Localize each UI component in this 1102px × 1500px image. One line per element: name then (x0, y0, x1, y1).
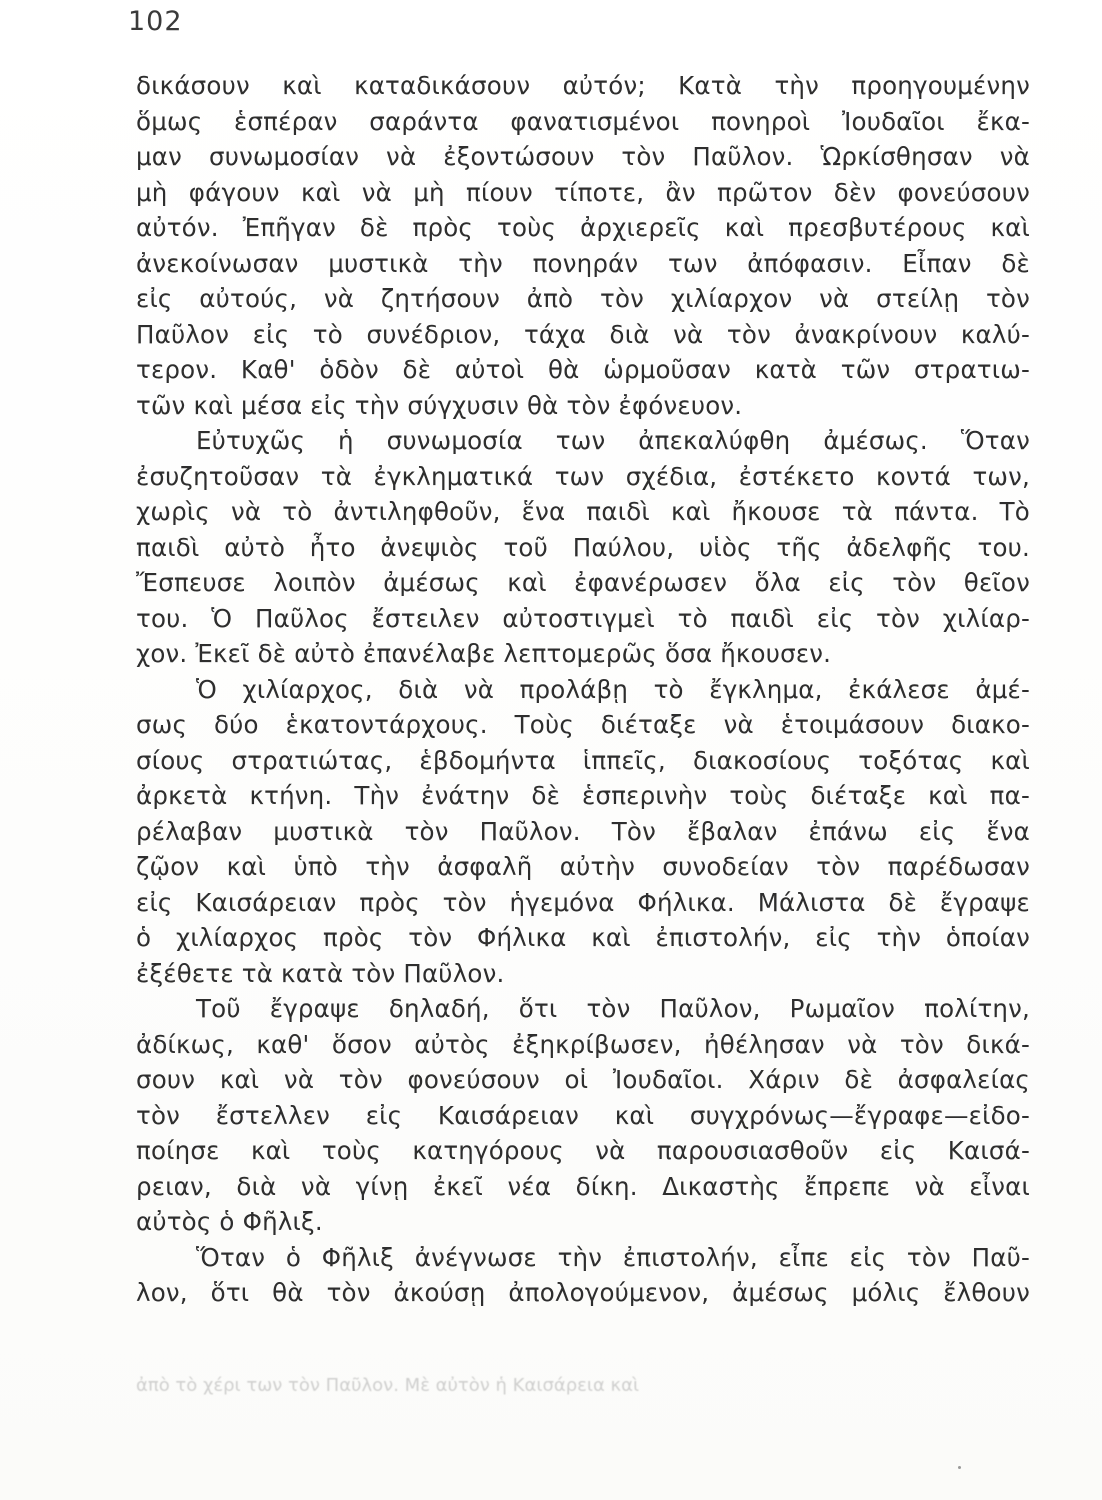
paragraph-first-line: Εὐτυχῶς ἡ συνωμοσία των ἀπεκαλύφθη ἀμέσως. Ὅταν (196, 426, 1030, 455)
paragraph-first-line: Τοῦ ἔγραψε δηλαδή, ὅτι τὸν Παῦλον, Ρωμαῖον πολίτην, (196, 994, 1030, 1023)
text-line: Παῦλον εἰς τὸ συνέδριον, τάχα διὰ νὰ τὸν ἀνακρίνουν καλύ- (136, 319, 1030, 349)
text-line: ὅμως ἑσπέραν σαράντα φανατισμένοι πονηροὶ Ἰουδαῖοι ἔκα- (136, 106, 1030, 136)
text-line: ὁ χιλίαρχος πρὸς τὸν Φήλικα καὶ ἐπιστολήν, εἰς τὴν ὁποίαν (136, 923, 1030, 952)
text-line: εἰς αὐτούς, νὰ ζητήσουν ἀπὸ τὸν χιλίαρχον νὰ στείλῃ τὸν (136, 284, 1030, 313)
text-line: δικάσουν καὶ καταδικάσουν αὐτόν; Κατὰ τὴν προηγουμένην (136, 71, 1030, 100)
text-line: χον. Ἐκεῖ δὲ αὐτὸ ἐπανέλαβε λεπτομερῶς ὅσα ἤκουσεν. (136, 639, 832, 668)
text-line: σουν καὶ νὰ τὸν φονεύσουν οἱ Ἰουδαῖοι. Χάριν δὲ ἀσφαλείας (136, 1065, 1030, 1094)
bleed-through-text: ἀπὸ τὸ χέρι των τὸν Παῦλον. Μὲ αὐτὸν ἡ Καισάρεια καὶ (136, 1375, 640, 1396)
text-line: τερον. Καθ' ὁδὸν δὲ αὐτοὶ θὰ ὡρμοῦσαν κατὰ τῶν στρατιω- (136, 355, 1030, 384)
text-line: εἰς Καισάρειαν πρὸς τὸν ἡγεμόνα Φήλικα. Μάλιστα δὲ ἔγραψε (136, 887, 1030, 917)
text-line: Ἔσπευσε λοιπὸν ἀμέσως καὶ ἐφανέρωσεν ὅλα εἰς τὸν θεῖον (136, 568, 1030, 597)
text-line: ἐξέθετε τὰ κατὰ τὸν Παῦλον. (136, 958, 505, 988)
text-line: ρέλαβαν μυστικὰ τὸν Παῦλον. Τὸν ἔβαλαν ἐπάνω εἰς ἕνα (136, 816, 1030, 846)
text-line: σως δύο ἑκατοντάρχους. Τοὺς διέταξε νὰ ἑτοιμάσουν διακο- (136, 710, 1030, 739)
text-line: τῶν καὶ μέσα εἰς τὴν σύγχυσιν θὰ τὸν ἐφόνευον. (136, 390, 743, 420)
text-line: λον, ὅτι θὰ τὸν ἀκούσῃ ἀπολογούμενον, ἀμέσως μόλις ἔλθουν (136, 1278, 1030, 1307)
text-line: παιδὶ αὐτὸ ἦτο ἀνεψιὸς τοῦ Παύλου, υἱὸς τῆς ἀδελφῆς του. (136, 532, 1030, 562)
paragraph-first-line: Ὅταν ὁ Φῆλιξ ἀνέγνωσε τὴν ἐπιστολήν, εἶπε εἰς τὸν Παῦ- (196, 1242, 1030, 1272)
scan-speck (958, 1466, 961, 1469)
text-line: σίους στρατιώτας, ἑβδομήντα ἱππεῖς, διακοσίους τοξότας καὶ (136, 745, 1030, 775)
text-line: μαν συνωμοσίαν νὰ ἐξοντώσουν τὸν Παῦλον. Ὡρκίσθησαν νὰ (136, 142, 1030, 171)
text-line: αὐτὸς ὁ Φῆλιξ. (136, 1207, 323, 1236)
text-line: ἀνεκοίνωσαν μυστικὰ τὴν πονηράν των ἀπόφασιν. Εἶπαν δὲ (136, 248, 1030, 278)
text-line: ἀρκετὰ κτήνη. Τὴν ἐνάτην δὲ ἑσπερινὴν τοὺς διέταξε καὶ πα- (136, 781, 1030, 810)
text-line: αὐτόν. Ἐπῆγαν δὲ πρὸς τοὺς ἀρχιερεῖς καὶ πρεσβυτέρους καὶ (136, 213, 1030, 242)
text-line: ἐσυζητοῦσαν τὰ ἐγκληματικά των σχέδια, ἐστέκετο κοντά των, (136, 461, 1030, 491)
text-line: μὴ φάγουν καὶ νὰ μὴ πίουν τίποτε, ἂν πρῶτον δὲν φονεύσουν (136, 177, 1030, 207)
text-line: ρειαν, διὰ νὰ γίνῃ ἐκεῖ νέα δίκη. Δικαστὴς ἔπρεπε νὰ εἶναι (136, 1171, 1030, 1201)
paragraph-first-line: Ὁ χιλίαρχος, διὰ νὰ προλάβῃ τὸ ἔγκλημα, ἐκάλεσε ἀμέ- (196, 674, 1030, 704)
text-line: ζῷον καὶ ὑπὸ τὴν ἀσφαλῆ αὐτὴν συνοδείαν τὸν παρέδωσαν (136, 852, 1030, 881)
text-line: ἀδίκως, καθ' ὅσον αὐτὸς ἐξηκρίβωσεν, ἠθέλησαν νὰ τὸν δικά- (136, 1029, 1030, 1059)
text-line: του. Ὁ Παῦλος ἔστειλεν αὐτοστιγμεὶ τὸ παιδὶ εἰς τὸν χιλίαρ- (136, 603, 1030, 633)
page-number: 102 (128, 6, 183, 37)
text-line: χωρὶς νὰ τὸ ἀντιληφθοῦν, ἕνα παιδὶ καὶ ἤκουσε τὰ πάντα. Τὸ (136, 497, 1030, 526)
text-line: τὸν ἔστελλεν εἰς Καισάρειαν καὶ συγχρόνως—ἔγραφε—εἰδο- (136, 1100, 1030, 1130)
body-text (136, 68, 1030, 1311)
text-line: ποίησε καὶ τοὺς κατηγόρους νὰ παρουσιασθοῦν εἰς Καισά- (136, 1136, 1030, 1165)
